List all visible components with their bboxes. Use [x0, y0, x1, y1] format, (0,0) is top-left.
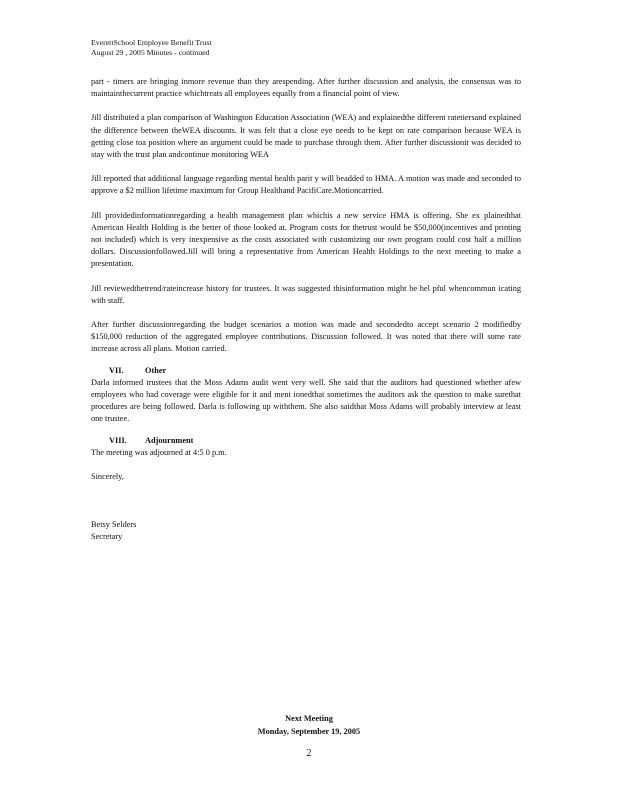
next-meeting-date: Monday, September 19, 2005	[257, 727, 361, 736]
header-title: EverettSchool Employee Benefit Trust	[91, 38, 212, 47]
header-subtitle: August 29 , 2005 Minutes - continued	[91, 48, 210, 57]
paragraph-audit: Darla informed trustees that the Moss Adams audit went very well. She said that the auditors had questioned whether afew employees who had coverage were eligible for it and ment ionedthat sometimes the auditors ask the question to make surethat procedures are being followed. Darla is following up withthem. She also saidthat Moss Adams will probably interview at least one trustee.	[91, 377, 521, 424]
paragraph-mental-health-parity: Jill reported that additional language regarding mental health parit y will beadded to HMA. A motion was made and seconded to approve a $2 million lifetime maximum for Group Healthand PacifiCare.Motioncarried.	[91, 174, 521, 196]
next-meeting-label: Next Meeting	[285, 714, 333, 723]
paragraph-rate-history: Jill reviewedthetrend/rateincrease history for trustees. It was suggested thisinformation might be hel pful whencommun icating with staff.	[91, 283, 521, 305]
closing-salutation: Sincerely,	[91, 472, 124, 482]
section-heading-other	[109, 365, 521, 377]
paragraph-health-management: Jill providedinformationregarding a health management plan whichis a new service HMA is offering. She ex plainedthat American Health Holding is the better of those looked at. Program costs for thetrust would be $50,000(incentives and printing not included) which is very inexpensive as the costs associated with customizing our own program could cost half a million dollars. Discussionfollowed.Jill will bring a representative from American Health Holdings to the next meeting to make a presentation.	[91, 210, 521, 269]
section-title: Adjournment	[145, 435, 194, 445]
signer-name: Betsy Selders	[91, 520, 137, 530]
paragraph-budget-scenarios: After further discussionregarding the budget scenarios a motion was made and secondedto accept scenario 2 modifiedby $150,000 reduction of the aggregated employee contributions. Discussion followed. It was noted that there will some rate increase across all plans. Motion carried.	[91, 320, 521, 354]
paragraph-adjourned: The meeting was adjourned at 4:5 0 p.m.	[91, 447, 227, 457]
page-number: 2	[306, 748, 312, 759]
paragraph-plan-comparison: Jill distributed a plan comparison of Washington Education Association (WEA) and explainedthe different ratetiersand explained the difference between theWEA discounts. It was felt that a close eye needs to be kept on rate comparison because WEA is getting close toa position where an argument could be made to purchase through them. After further discussionit was decided to stay with the trust plan andcontinue monitoring WEA	[91, 113, 521, 160]
section-heading-adjournment	[109, 435, 521, 447]
paragraph-part-timers: part - timers are bringing inmore revenue than they arespending. After further discussion and analysis, the consensus was to maintainthecurrent practice whichtreats all employees equally from a financial point of view.	[91, 77, 521, 99]
document-header	[91, 38, 521, 58]
section-title: Other	[145, 365, 167, 375]
document-page	[91, 38, 521, 544]
signer-title: Secretary	[91, 532, 123, 542]
section-number: VII.	[109, 365, 124, 375]
section-number: VIII.	[109, 435, 127, 445]
